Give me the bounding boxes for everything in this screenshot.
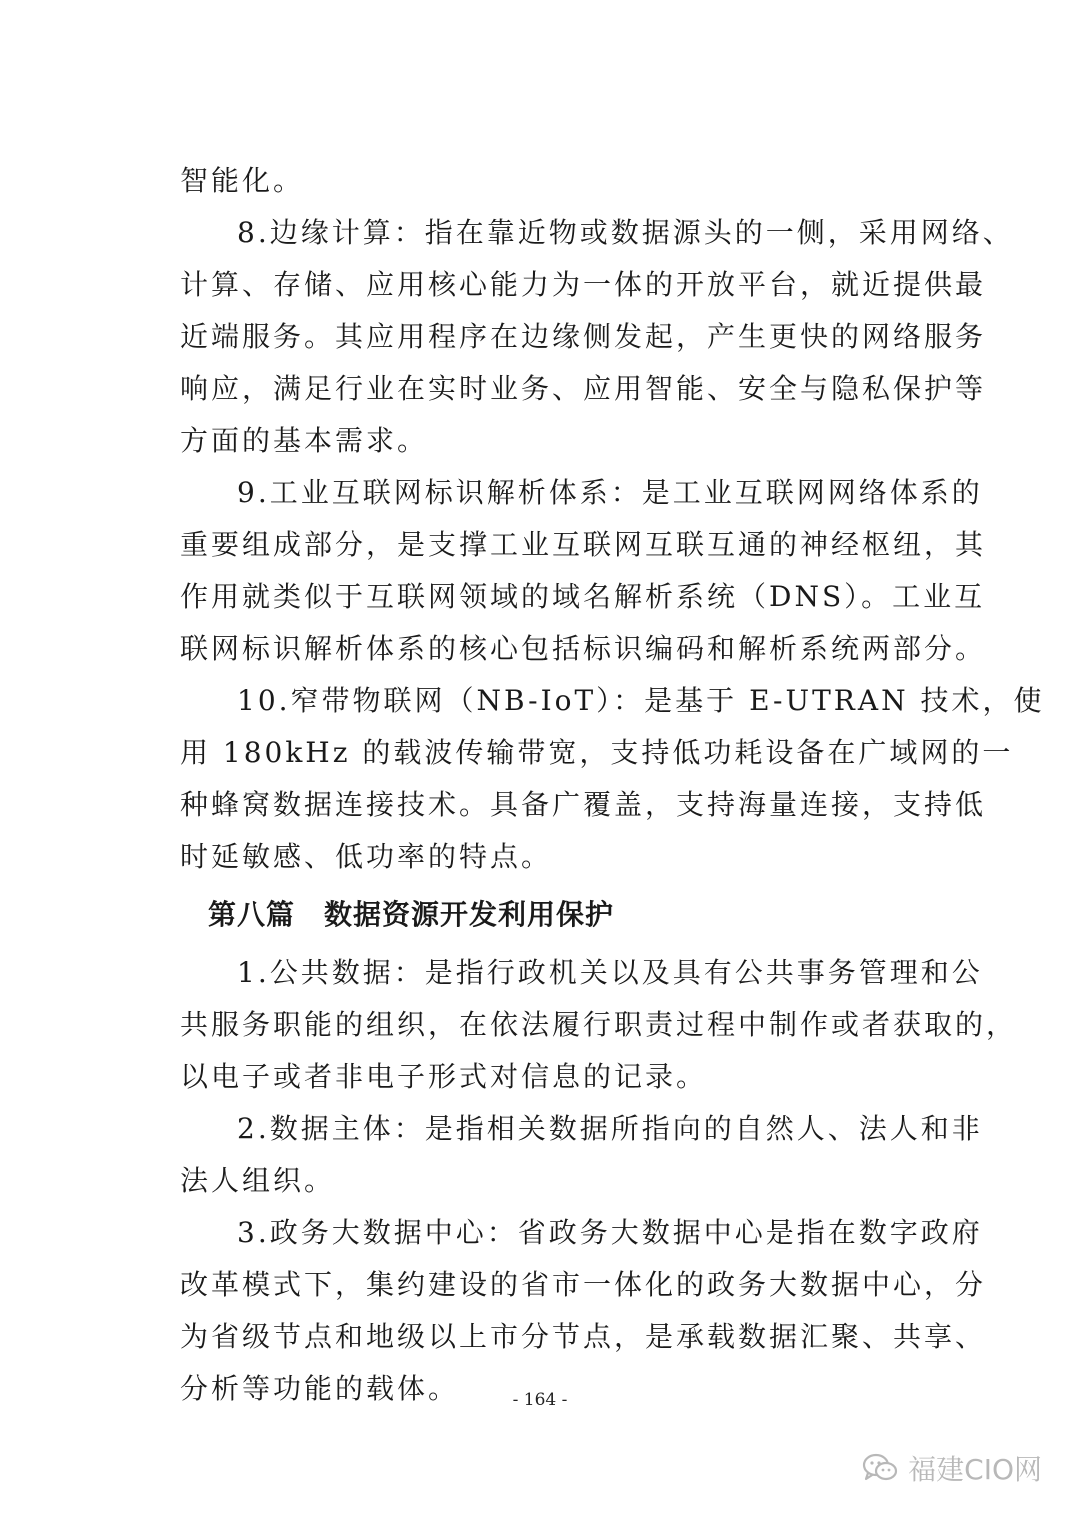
text-line: 智能化。	[180, 164, 305, 197]
section-heading: 第八篇 数据资源开发利用保护	[208, 898, 615, 931]
text-line: 用 180kHz 的载波传输带宽，支持低功耗设备在广域网的一	[180, 736, 1014, 769]
text-line: 作用就类似于互联网领域的域名解析系统（DNS）。工业互	[180, 580, 986, 613]
text-line: 1.公共数据：是指行政机关以及具有公共事务管理和公	[237, 956, 983, 989]
text-line: 联网标识解析体系的核心包括标识编码和解析系统两部分。	[180, 632, 987, 665]
text-line: 方面的基本需求。	[180, 424, 429, 457]
text-line: 响应，满足行业在实时业务、应用智能、安全与隐私保护等	[180, 372, 987, 405]
text-line: 共服务职能的组织，在依法履行职责过程中制作或者获取的，	[180, 1008, 1018, 1041]
text-line: 以电子或者非电子形式对信息的记录。	[180, 1060, 708, 1093]
text-line: 种蜂窝数据连接技术。具备广覆盖，支持海量连接，支持低	[180, 788, 987, 821]
text-line: 3.政务大数据中心：省政务大数据中心是指在数字政府	[237, 1216, 983, 1249]
watermark	[862, 1448, 1042, 1488]
text-line: 改革模式下，集约建设的省市一体化的政务大数据中心，分	[180, 1268, 987, 1301]
text-block-1	[180, 155, 1045, 883]
text-line: 8.边缘计算：指在靠近物或数据源头的一侧，采用网络、	[237, 216, 1014, 249]
text-line: 重要组成部分，是支撑工业互联网互联互通的神经枢纽，其	[180, 528, 987, 561]
text-line: 法人组织。	[180, 1164, 336, 1197]
text-line: 分析等功能的载体。	[180, 1372, 460, 1405]
text-line: 10.窄带物联网（NB-IoT）：是基于 E-UTRAN 技术，使	[237, 684, 1045, 717]
text-line: 2.数据主体：是指相关数据所指向的自然人、法人和非	[237, 1112, 983, 1145]
text-line: 近端服务。其应用程序在边缘侧发起，产生更快的网络服务	[180, 320, 987, 353]
text-line: 9.工业互联网标识解析体系：是工业互联网网络体系的	[237, 476, 983, 509]
text-block-2	[180, 947, 1018, 1415]
document-body	[180, 155, 1045, 1415]
text-line: 时延敏感、低功率的特点。	[180, 840, 553, 873]
text-line: 为省级节点和地级以上市分节点，是承载数据汇聚、共享、	[180, 1320, 987, 1353]
wechat-icon	[862, 1453, 898, 1483]
text-line: 计算、存储、应用核心能力为一体的开放平台，就近提供最	[180, 268, 987, 301]
watermark-text: 福建CIO网	[908, 1453, 1042, 1486]
page-number: - 164 -	[512, 1390, 568, 1410]
